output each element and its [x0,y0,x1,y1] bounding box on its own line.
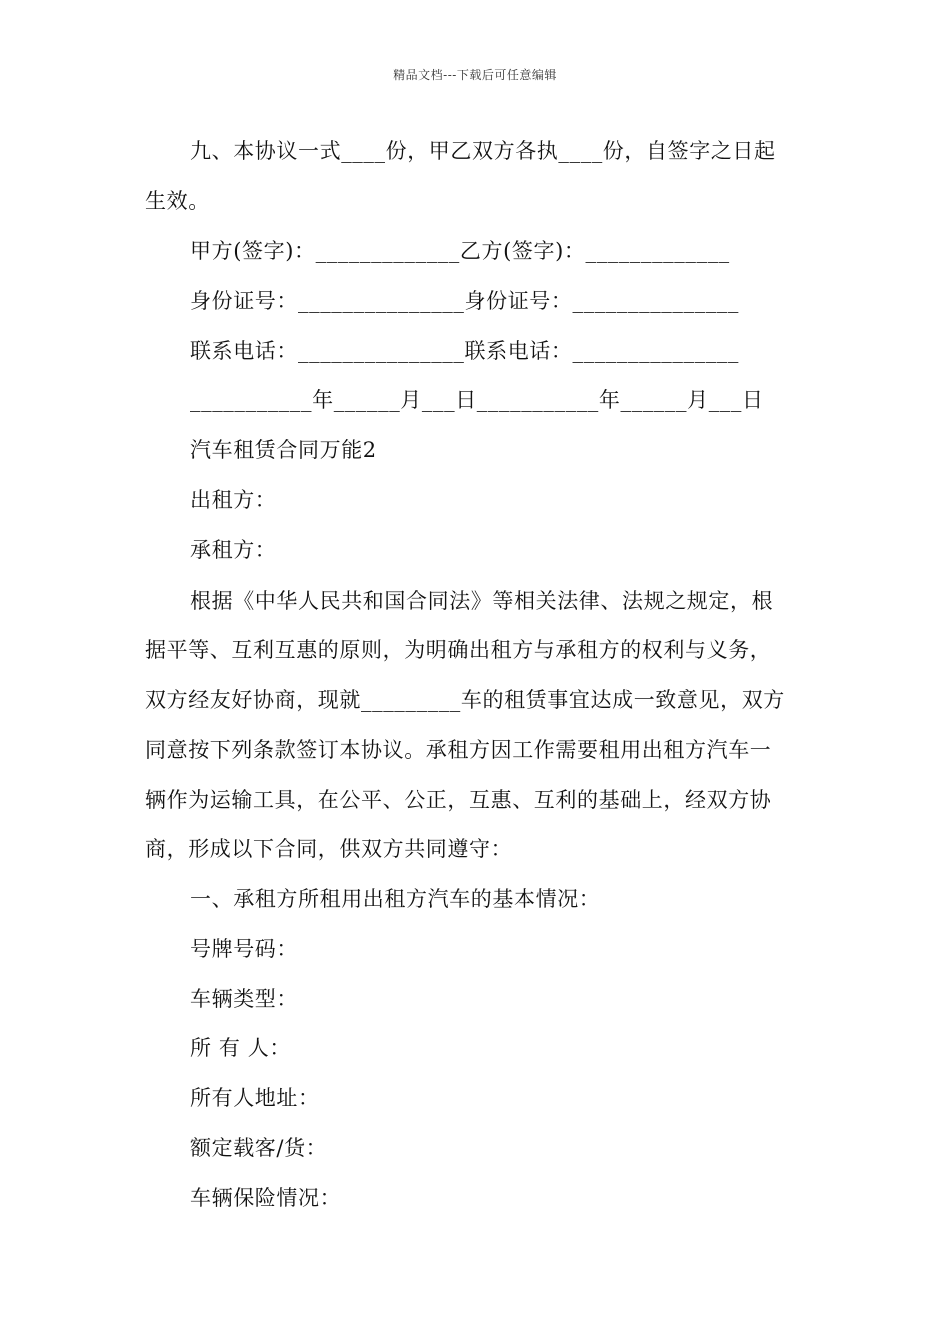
contract-title: 汽车租赁合同万能2 [190,438,377,462]
plate-number-label: 号牌号码： [190,937,298,961]
phone-line: 联系电话：_______________联系电话：_______________ [190,339,739,363]
page-header: 精品文档---下载后可任意编辑 [393,68,557,82]
owner-address-label: 所有人地址： [190,1086,320,1110]
preamble-line4: 同意按下列条款签订本协议。承租方因工作需要租用出租方汽车一 [145,738,772,762]
preamble-line6: 商，形成以下合同，供双方共同遵守： [145,837,513,861]
preamble-line2: 据平等、互利互惠的原则，为明确出租方与承租方的权利与义务， [145,638,772,662]
vehicle-type-label: 车辆类型： [190,987,298,1011]
owner-label: 所 有 人： [190,1036,291,1060]
preamble-line5: 辆作为运输工具，在公平、公正，互惠、互利的基础上，经双方协 [145,788,772,812]
clause-nine-line1: 九、本协议一式____份，甲乙双方各执____份，自签字之日起 [190,139,776,163]
signature-line: 甲方(签字)：_____________乙方(签字)：_____________ [190,239,730,263]
date-line: ___________年______月___日___________年______月___日 [190,388,764,412]
clause-nine-line2: 生效。 [145,189,210,213]
lessee-label: 承租方： [190,538,277,562]
preamble-line1: 根据《中华人民共和国合同法》等相关法律、法规之规定，根 [190,589,774,613]
id-number-line: 身份证号：_______________身份证号：_______________ [190,289,739,313]
preamble-line3: 双方经友好协商，现就_________车的租赁事宜达成一致意见，双方 [145,688,785,712]
insurance-label: 车辆保险情况： [190,1186,342,1210]
rated-capacity-label: 额定载客/货： [190,1136,328,1160]
lessor-label: 出租方： [190,488,277,512]
section-one-heading: 一、承租方所租用出租方汽车的基本情况： [190,887,601,911]
